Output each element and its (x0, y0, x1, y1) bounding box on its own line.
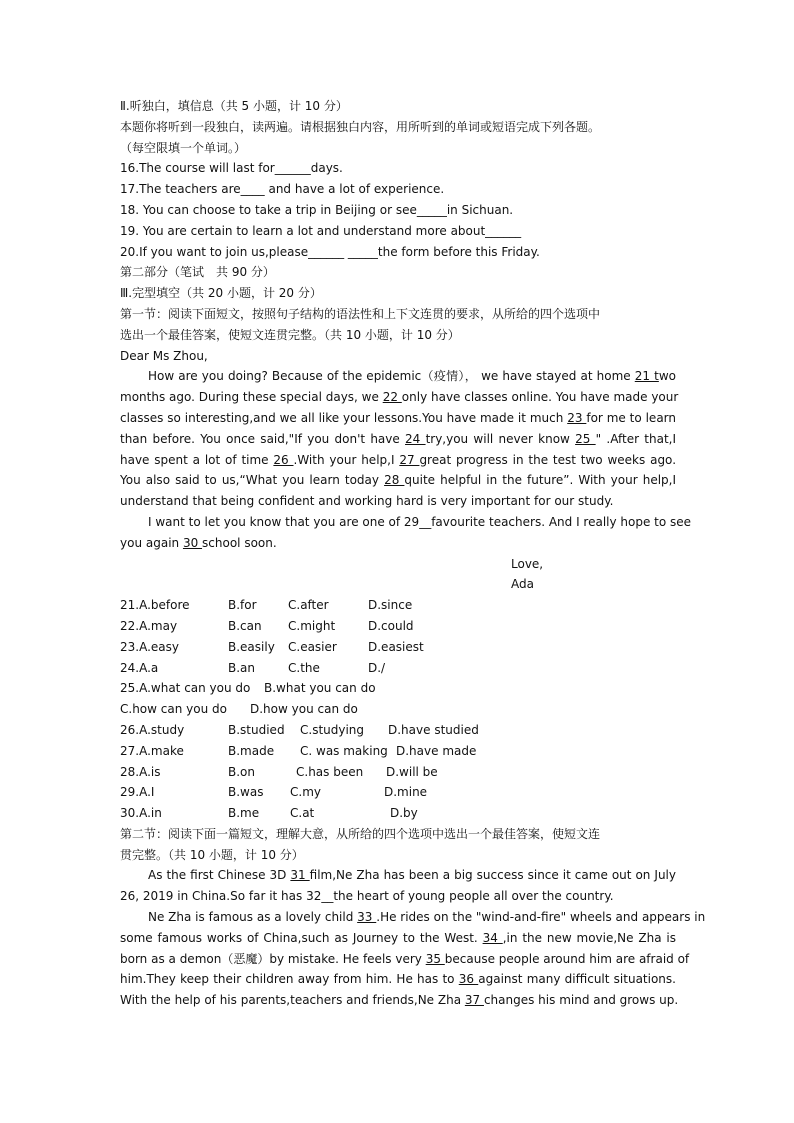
listening-item: 16.The course will last for______days. (120, 161, 343, 176)
option-row: 23.A.easy B.easily C.easier D.easiest (120, 639, 424, 654)
part2-title: Ⅱ.听独白，填信息（共 5 小题，计 10 分） (120, 99, 348, 113)
section2-instruction-line2: 贯完整。（共 10 小题，计 10 分） (120, 847, 304, 862)
letter-line: than before. You once said,"If you don't have 24 try,you will never know 25 " .After that,I (120, 431, 677, 446)
passage-line: 26, 2019 in China.So far it has 32__the heart of young people all over the country. (120, 889, 614, 904)
passage-line: some famous works of China,such as Journey to the West. 34 ,in the new movie,Ne Zha is (120, 930, 676, 945)
option-row: 30.A.in B.me C.at D.by (120, 806, 418, 821)
option-row: 29.A.I B.was C.my D.mine (120, 785, 428, 800)
listening-item: 17.The teachers are____ and have a lot of experience. (120, 182, 445, 197)
blank-30: 30 (182, 535, 203, 550)
listening-item: 19. You are certain to learn a lot and understand more about______ (120, 223, 522, 238)
option-row: 25.A.what can you do B.what you can do (120, 681, 376, 696)
letter-line: have spent a lot of time 26 .With your help,I 27 great progress in the test two weeks ago. (120, 452, 677, 467)
listening-item: 18. You can choose to take a trip in Beijing or see_____in Sichuan. (120, 202, 514, 217)
part2-instruction-line2: （每空限填一个单词。） (120, 140, 247, 155)
blank-27: 27 (399, 452, 420, 467)
option-row: 21.A.before B.for C.after D.since (120, 598, 413, 613)
blank-36: 36 (458, 972, 479, 987)
passage-line: As the first Chinese 3D 31 film,Ne Zha has been a big success since it came out on July (148, 868, 676, 883)
passage-line: With the help of his parents,teachers and friends,Ne Zha 37 changes his mind and grows up. (120, 993, 679, 1008)
letter-line: understand that being confident and working hard is very important for our study. (120, 494, 614, 509)
letter-line: You also said to us,“What you learn today 28 quite helpful in the future”. With your help,I (120, 473, 676, 488)
letter-signature: Ada (511, 577, 534, 592)
option-row: C.how can you do D.how you can do (120, 702, 358, 717)
blank-22: 22 (382, 390, 402, 405)
section1-instruction-line2: 选出一个最佳答案，使短文连贯完整。（共 10 小题，计 10 分） (120, 327, 460, 342)
letter-line: How are you doing? Because of the epidemic（疫情）， we have stayed at home 21 two (148, 369, 676, 384)
part3-title: Ⅲ.完型填空（共 20 小题，计 20 分） (120, 286, 322, 301)
letter-line: you again 30 school soon. (120, 535, 277, 550)
blank-28: 28 (384, 473, 405, 488)
exam-page (120, 96, 706, 1011)
option-row: 24.A.a B.an C.the D./ (120, 660, 386, 675)
section1-instruction-line1: 第一节：阅读下面短文，按照句子结构的语法性和上下文连贯的要求，从所给的四个选项中 (120, 306, 601, 321)
blank-37: 37 (464, 993, 484, 1008)
letter-line: I want to let you know that you are one of 29__favourite teachers. And I really hope to see (148, 514, 692, 529)
option-row: 22.A.may B.can C.might D.could (120, 618, 414, 633)
option-row: 28.A.is B.on C.has been D.will be (120, 764, 438, 779)
blank-35: 35 (425, 951, 445, 966)
option-row: 26.A.study B.studied C.studying D.have studied (120, 722, 479, 737)
blank-25: 25 (575, 431, 596, 446)
option-row: 27.A.make B.made C. was making D.have made (120, 743, 477, 758)
blank-33: 33 (357, 910, 377, 925)
passage-line: Ne Zha is famous as a lovely child 33 .He rides on the "wind-and-fire" wheels and appears in (148, 910, 706, 925)
blank-23: 23 (567, 410, 587, 425)
passage-line: born as a demon（恶魔）by mistake. He feels very 35 because people around him are afraid of (120, 951, 690, 966)
letter-closing: Love, (511, 556, 544, 571)
blank-26: 26 (273, 452, 294, 467)
blank-24: 24 (405, 431, 426, 446)
listening-item: 20.If you want to join us,please______ _____the form before this Friday. (120, 244, 540, 259)
part2-instruction-line1: 本题你将听到一段独白，读两遍。请根据独白内容，用所听到的单词或短语完成下列各题。 (120, 119, 601, 134)
letter-line: months ago. During these special days, we 22 only have classes online. You have made your (120, 390, 679, 405)
blank-21: 21 t (634, 369, 659, 384)
written-section-title: 第二部分（笔试 共 90 分） (120, 265, 275, 280)
passage-line: him.They keep their children away from him. He has to 36 against many difficult situations. (120, 972, 676, 987)
letter-line: classes so interesting,and we all like your lessons.You have made it much 23 for me to learn (120, 410, 676, 425)
letter-greeting: Dear Ms Zhou, (120, 348, 208, 363)
blank-34: 34 (482, 930, 503, 945)
section2-instruction-line1: 第二节：阅读下面一篇短文，理解大意，从所给的四个选项中选出一个最佳答案，使短文连 (120, 826, 601, 841)
blank-31: 31 (290, 868, 310, 883)
